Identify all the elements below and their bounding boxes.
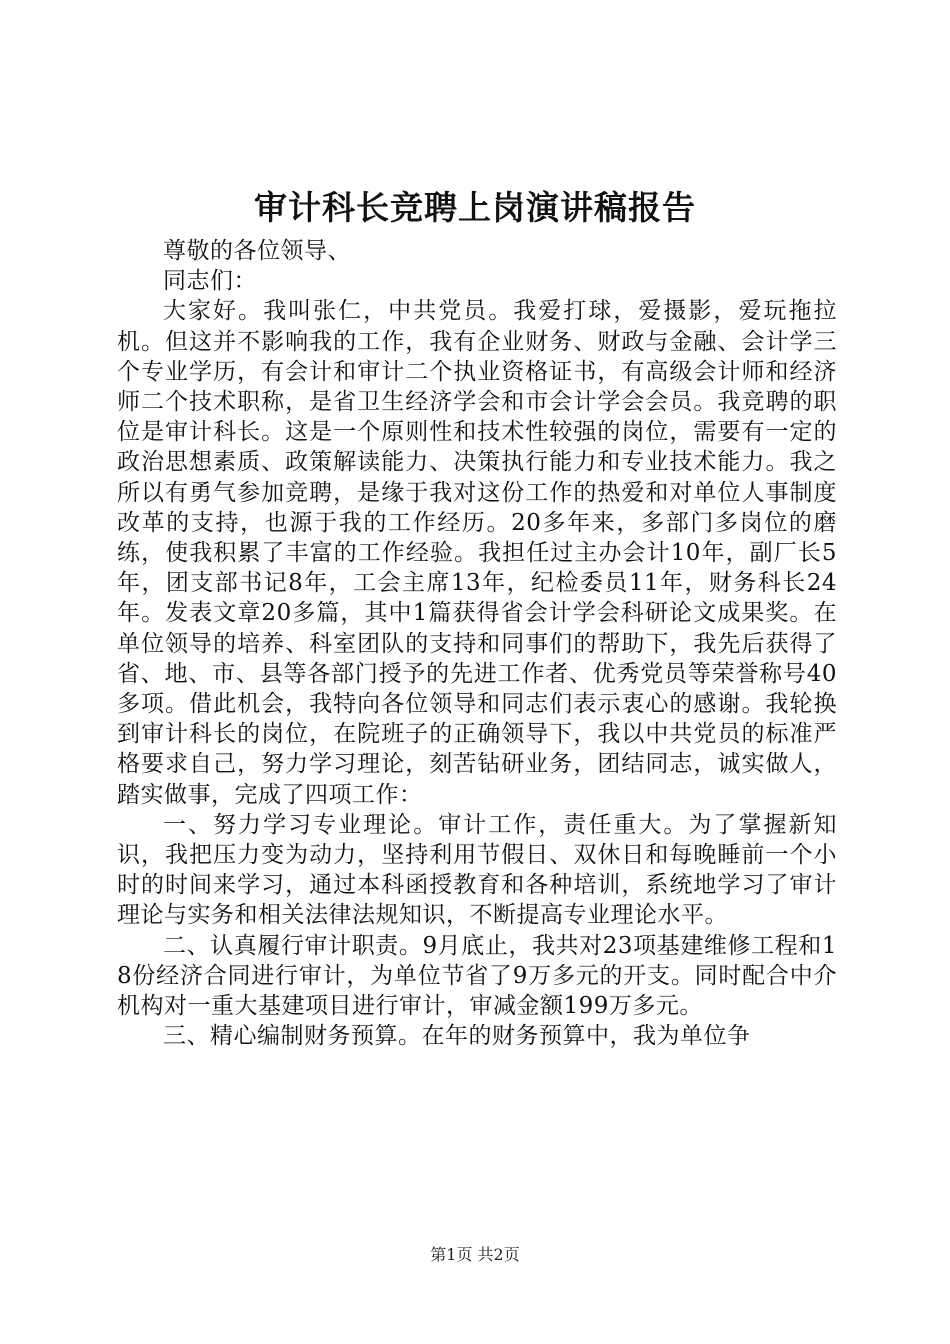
document-body (117, 236, 837, 1051)
paragraph-salutation-1: 尊敬的各位领导、 (163, 238, 351, 264)
paragraph-item-1: 一、努力学习专业理论。审计工作，责任重大。为了掌握新知识，我把压力变为动力，坚持利用节假日、双休日和每晚睡前一个小时的时间来学习，通过本科函授教育和各种培训，系统地学习了审计理论与实务和相关法律法规知识，不断提高专业理论水平。 (117, 811, 837, 929)
document-title: 审计科长竞聘上岗演讲稿报告 (254, 188, 696, 227)
page-number-footer: 第1页 共2页 (430, 1245, 520, 1264)
paragraph-item-2: 二、认真履行审计职责。9月底止，我共对23项基建维修工程和18份经济合同进行审计，为单位节省了9万多元的开支。同时配合中介机构对一重大基建项目进行审计，审减金额199万多元。 (117, 932, 837, 1020)
paragraph-item-3: 三、精心编制财务预算。在年的财务预算中，我为单位争 (163, 1023, 751, 1050)
paragraph-salutation-2: 同志们： (163, 268, 257, 295)
paragraph-introduction: 大家好。我叫张仁，中共党员。我爱打球，爱摄影，爱玩拖拉机。但这并不影响我的工作，我有企业财务、财政与金融、会计学三个专业学历，有会计和审计二个执业资格证书，有高级会计师和经济师二个技术职称，是省卫生经济学会和市会计学会会员。我竞聘的职位是审计科长。这是一个原则性和技术性较强的岗位，需要有一定的政治思想素质、政策解读能力、决策执行能力和专业技术能力。我之所以有勇气参加竞聘，是缘于我对这份工作的热爱和对单位人事制度改革的支持，也源于我的工作经历。20多年来，多部门多岗位的磨练，使我积累了丰富的工作经验。我担任过主办会计10年，副厂长5年，团支部书记8年，工会主席13年，纪检委员11年，财务科长24年。发表文章20多篇，其中1篇获得省会计学会科研论文成果奖。在单位领导的培养、科室团队的支持和同事们的帮助下，我先后获得了省、地、市、县等各部门授予的先进工作者、优秀党员等荣誉称号40多项。借此机会，我特向各位领导和同志们表示衷心的感谢。我轮换到审计科长的岗位，在院班子的正确领导下，我以中共党员的标准严格要求自己，努力学习理论，刻苦钻研业务，团结同志，诚实做人，踏实做事，完成了四项工作： (117, 298, 837, 808)
